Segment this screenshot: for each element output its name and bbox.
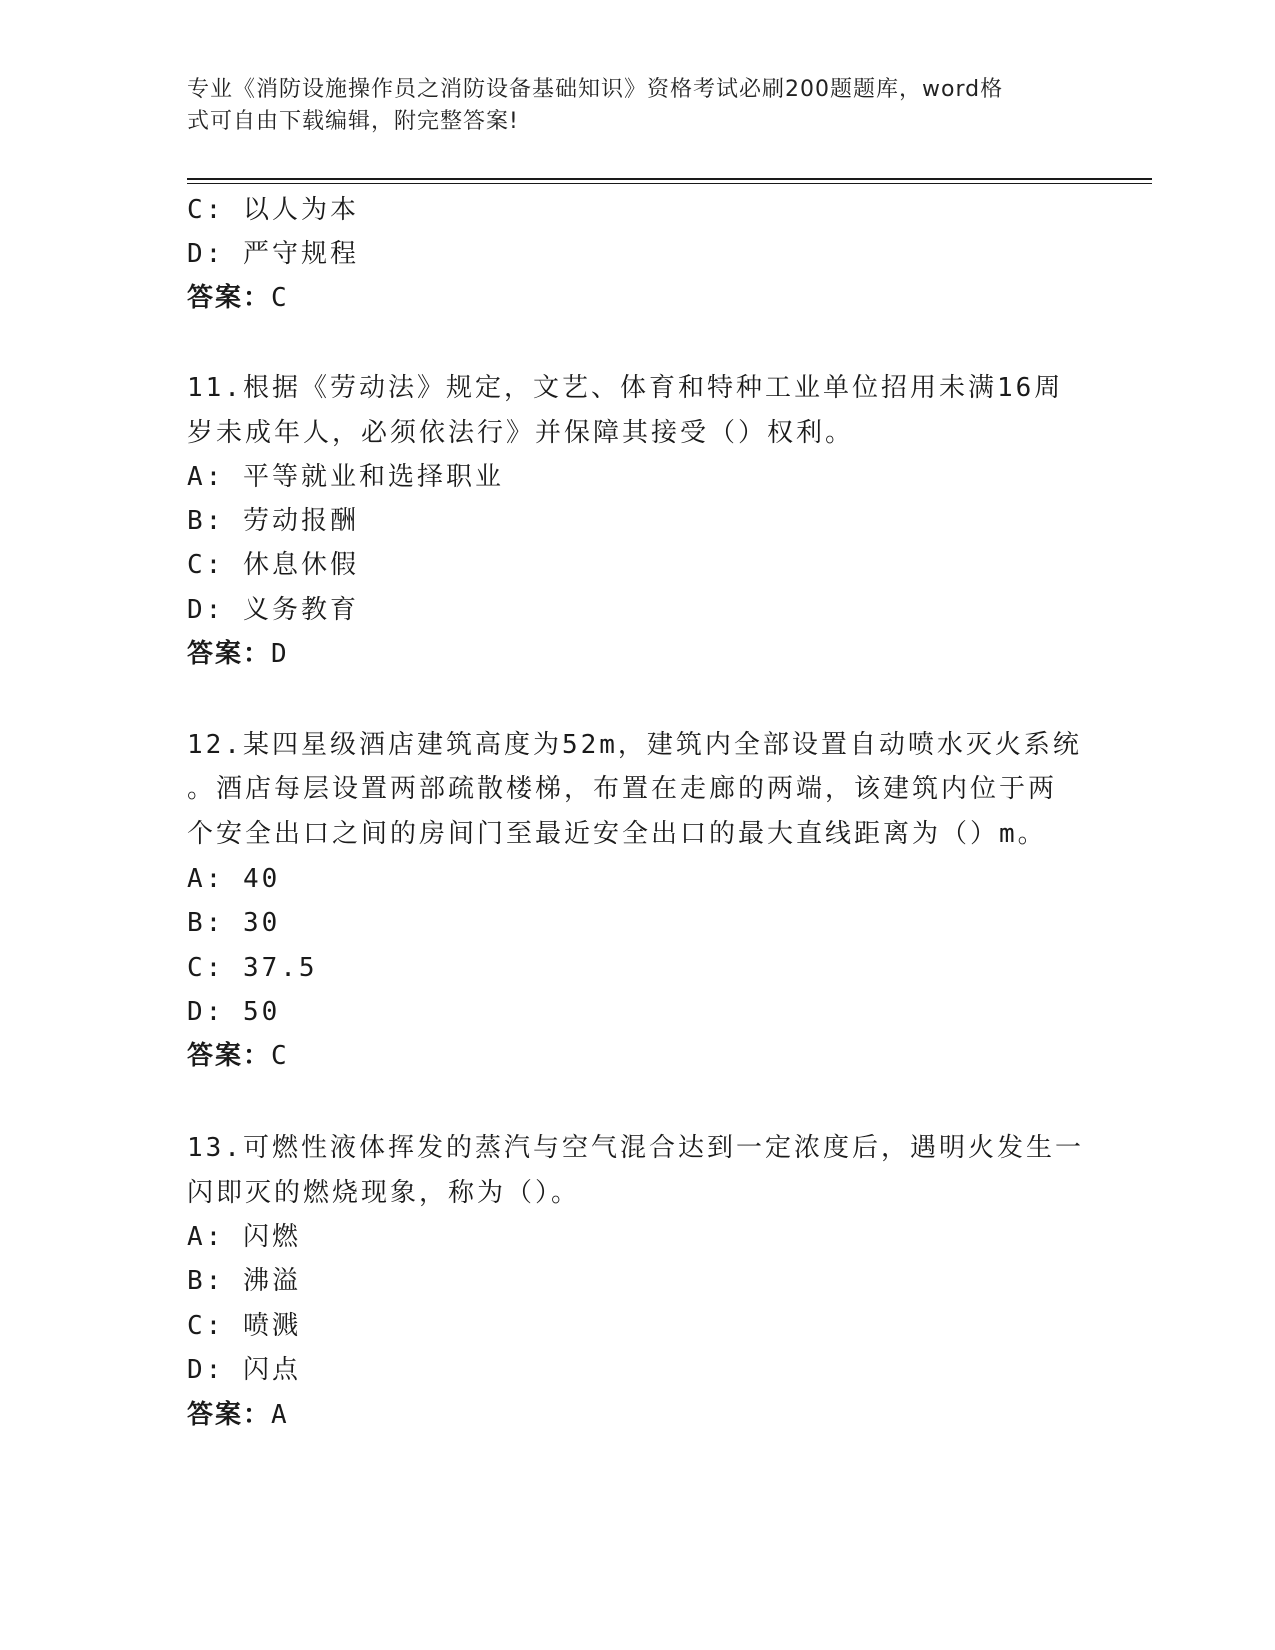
q11-option-d: D: 义务教育 xyxy=(187,595,359,625)
q12-answer-value: C xyxy=(271,1041,289,1071)
q10-answer-value: C xyxy=(271,283,289,313)
q13-option-a: A: 闪燃 xyxy=(187,1222,301,1252)
q13-option-b: B: 沸溢 xyxy=(187,1266,301,1296)
header-divider-thin xyxy=(187,183,1152,184)
q10-option-d: D: 严守规程 xyxy=(187,239,359,269)
q12-option-a: A: 40 xyxy=(187,864,281,894)
q12-stem-line-1: 12.某四星级酒店建筑高度为52m，建筑内全部设置自动喷水灭火系统 xyxy=(187,730,1082,760)
q13-answer xyxy=(187,1398,289,1432)
q13-stem-line-2: 闪即灭的燃烧现象，称为（）。 xyxy=(187,1178,581,1208)
q11-answer-label: 答案： xyxy=(187,639,272,669)
q13-answer-label: 答案： xyxy=(187,1400,272,1430)
q11-option-b: B: 劳动报酬 xyxy=(187,506,359,536)
q12-option-c: C: 37.5 xyxy=(187,953,318,983)
q11-option-c: C: 休息休假 xyxy=(187,550,359,580)
q11-answer-value: D xyxy=(271,639,289,669)
q13-answer-value: A xyxy=(271,1400,289,1430)
q12-stem-line-3: 个安全出口之间的房间门至最近安全出口的最大直线距离为（）m。 xyxy=(187,819,1047,849)
q12-stem-line-2: 。酒店每层设置两部疏散楼梯，布置在走廊的两端，该建筑内位于两 xyxy=(187,774,1058,804)
document-header xyxy=(187,74,1067,138)
header-divider-thick xyxy=(187,178,1152,180)
header-line-1: 专业《消防设施操作员之消防设备基础知识》资格考试必刷200题题库，word格 xyxy=(187,77,1004,102)
q12-option-d: D: 50 xyxy=(187,997,281,1027)
q13-option-c: C: 喷溅 xyxy=(187,1311,301,1341)
q11-option-a: A: 平等就业和选择职业 xyxy=(187,462,504,492)
q10-answer xyxy=(187,281,289,315)
q11-answer xyxy=(187,637,289,671)
q11-stem-line-1: 11.根据《劳动法》规定，文艺、体育和特种工业单位招用未满16周 xyxy=(187,373,1064,403)
q10-answer-label: 答案： xyxy=(187,283,272,313)
q12-answer-label: 答案： xyxy=(187,1041,272,1071)
q12-option-b: B: 30 xyxy=(187,908,281,938)
q12-answer xyxy=(187,1039,289,1073)
q13-option-d: D: 闪点 xyxy=(187,1355,301,1385)
q10-option-c: C: 以人为本 xyxy=(187,195,359,225)
q13-stem-line-1: 13.可燃性液体挥发的蒸汽与空气混合达到一定浓度后，遇明火发生一 xyxy=(187,1133,1084,1163)
q11-stem-line-2: 岁未成年人，必须依法行》并保障其接受（）权利。 xyxy=(187,418,855,448)
header-line-2: 式可自由下载编辑，附完整答案! xyxy=(187,109,519,134)
